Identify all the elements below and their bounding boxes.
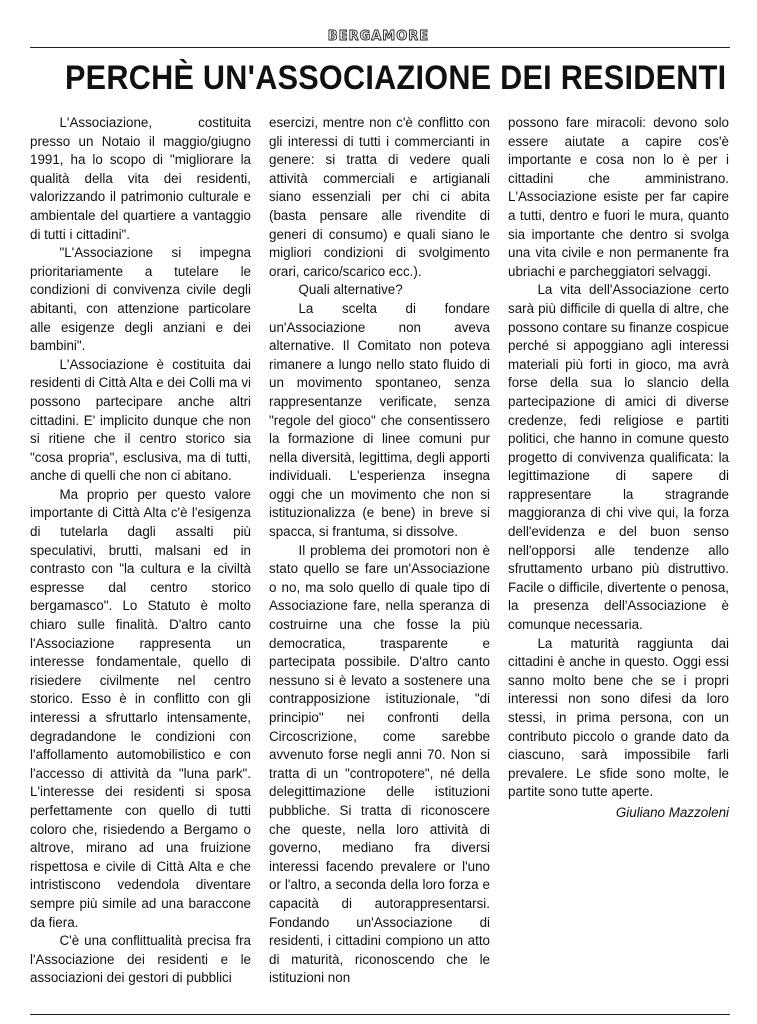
paragraph: L'Associazione, costituita presso un Notaio il maggio/giugno 1991, ha lo scopo di "migliorare la qualità della vita dei residenti, valorizzando il patrimonio culturale e ambientale del quartiere a vantaggio di tutti i cittadini".: [30, 115, 251, 242]
paragraph: possono fare miracoli: devono solo essere aiutate a capire cos'è importante e cosa non lo è per i cittadini che amministrano. L'Associazione esiste per far capire a tutti, dentro e fuori le mura, quanto sia importante che dentro si svolga una vita civile e non permanente fra ubriachi e parcheggiatori selvaggi.: [508, 115, 729, 279]
article-headline: PERCHÈ UN'ASSOCIAZIONE DEI RESIDENTI: [65, 59, 727, 97]
paragraph: La maturità raggiunta dai cittadini è anche in questo. Oggi essi sanno molto bene che se i propri interessi non sono difesi da loro stessi, in prima persona, con un contributo piccolo o grande dato da ciascuno, sarà impossibile farli prevalere. Le sfide sono molte, le partite sono tutte aperte.: [508, 635, 729, 800]
top-rule: [30, 47, 730, 48]
paragraph: Ma proprio per questo valore importante di Città Alta c'è l'esigenza di tutelarla dagli assalti più speculativi, brutti, malsani ed in contrasto con "la cultura e la civiltà espresse dal centro storico bergamasco". Lo Statuto è molto chiaro sulle finalità. D'altro canto l'Associazione rappresenta un interesse fondamentale, quello di risiedere civilmente nel centro storico. Esso è in conflitto con gli interessi a sfruttarlo intensamente, degradandone le condizioni con l'affollamento automobilistico e con l'accesso di attività da "luna park". L'interesse dei residenti si sposa perfettamente con quello di tutti coloro che, risiedendo a Bergamo o altrove, mirano ad una fruizione rispettosa e civile di Città Alta e che intristiscono vedendola diventare sempre più simile ad una baraccone da fiera.: [30, 486, 251, 930]
paragraph: L'Associazione è costituita dai residenti di Città Alta e dei Colli ma vi possono partecipare anche altri cittadini. E' implicito dunque che non si ritiene che il centro storico sia "cosa propria", esclusiva, ma di tutti, anche di quelli che non ci abitano.: [30, 356, 251, 484]
author-signature: Giuliano Mazzoleni: [615, 804, 729, 820]
column-3: [508, 114, 729, 1014]
column-1: [30, 114, 251, 1014]
section-label: BERGAMORE: [327, 29, 430, 44]
paragraph: La vita dell'Associazione certo sarà più difficile di quella di altre, che possono contare su finanze cospicue perché si appoggiano agli interessi materiali più forti in gioco, ma avrà forse della sua lo slancio della partecipazione di amici di diverse credenze, fedi religiose e partiti politici, che hanno in comune questo progetto di convivenza qualificata: la legittimazione di sapere di rappresentare la stragrande maggioranza di chi vive qui, la forza dell'evidenza e del buon senso nell'opporsi alle tendenze allo sfruttamento urbano più distruttivo. Facile o difficile, divertente o penosa, la presenza dell'Associazione è comunque necessaria.: [508, 282, 729, 633]
article-body: [30, 114, 730, 1014]
subheading: Quali alternative?: [298, 282, 403, 298]
paragraph: C'è una conflittualità precisa fra l'Associazione dei residenti e le associazioni dei gestori di pubblici: [30, 933, 251, 986]
paragraph: esercizi, mentre non c'è conflitto con gli interessi di tutti i commercianti in genere: si tratta di vedere quali attività commerciali e artigianali siano essenziali per chi ci abita (basta pensare alle rivendite di generi di consumo) e quali siano le migliori condizioni di svolgimento orari, carico/scarico ecc.).: [269, 115, 490, 279]
paragraph: Il problema dei promotori non è stato quello se fare un'Associazione o no, ma solo quello di quale tipo di Associazione fare, nella speranza di costruirne una che fosse la più democratica, trasparente e partecipata possibile. D'altro canto nessuno si è levato a sostenere una contrapposizione istituzionale, "di principio" nei confronti della Circoscrizione, come sarebbe avvenuto forse negli anni 70. Non si tratta di un "contropotere", né della delegittimazione delle istituzioni pubbliche. Si tratta di riconoscere che queste, nella loro attività di governo, mediano fra diversi interessi facendo prevalere or l'uno or l'altro, a seconda della loro forza e capacità di autorappresentarsi. Fondando un'Associazione di residenti, i cittadini compiono un atto di maturità, riconoscendo che le istituzioni non: [269, 542, 490, 986]
paragraph: La scelta di fondare un'Associazione non aveva alternative. Il Comitato non poteva rimanere a lungo nello stato fluido di un movimento spontaneo, senza rappresentanze verificate, senza "regole del gioco" che consentissero la formazione di linee comuni pur nella diversità, legittima, degli apporti individuali. L'esperienza insegna oggi che un movimento che non si istituzionalizza (e bene) in breve si spacca, si frantuma, si dissolve.: [269, 300, 490, 540]
column-2: [269, 114, 490, 1014]
bottom-rule: [30, 1014, 730, 1015]
paragraph: "L'Associazione si impegna prioritariamente a tutelare le condizioni di convivenza civile degli abitanti, con attenzione particolare alle esigenze degli anziani e dei bambini".: [30, 245, 251, 354]
